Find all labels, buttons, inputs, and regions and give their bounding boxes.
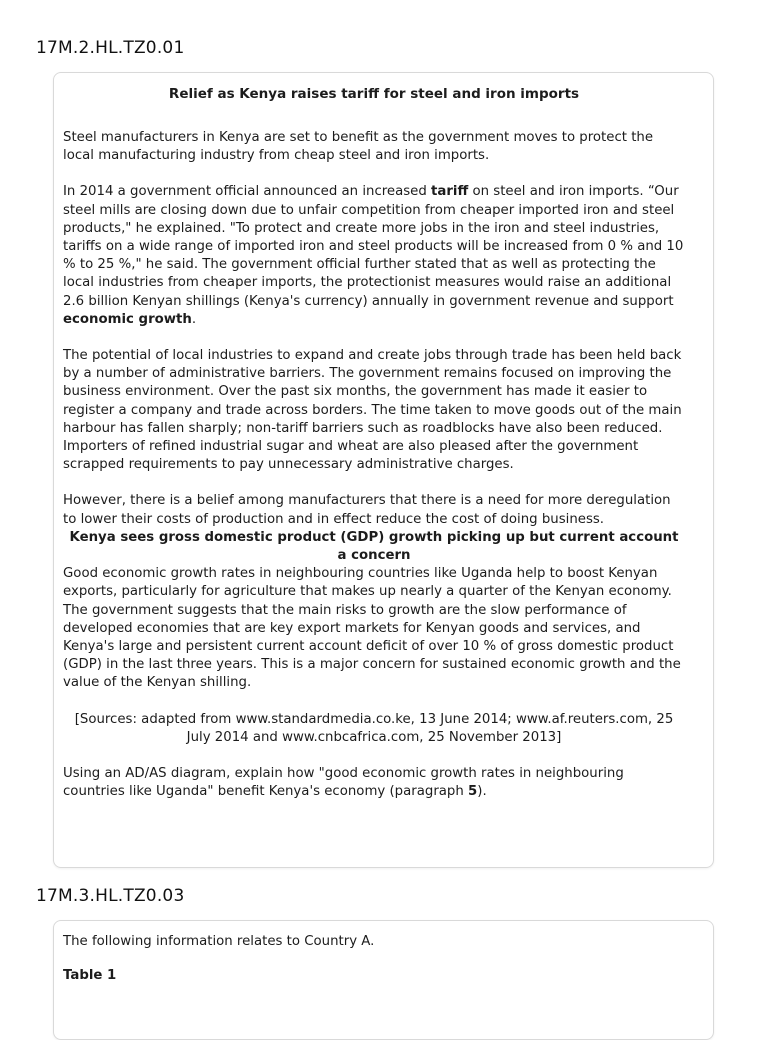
paragraph-4: However, there is a belief among manufacturers that there is a need for more deregulation to lower their costs of production and in effect reduce the cost of doing business. [63,493,671,527]
key-term-economic-growth: economic growth [63,311,192,327]
question-card [53,72,714,868]
question-id: 17M.2.HL.TZ0.01 [36,38,185,58]
question-prompt: Using an AD/AS diagram, explain how "good economic growth rates in neighbouring countries like Uganda" benefit Kenya's economy (paragraph 5). [63,766,624,800]
article-title: Relief as Kenya raises tariff for steel and iron imports [168,86,580,102]
question-id-2: 17M.3.HL.TZ0.03 [36,886,185,906]
sources-citation: [Sources: adapted from www.standardmedia.co.ke, 13 June 2014; www.af.reuters.com, 25 July 2014 and www.cnbcafrica.com, 25 November 2013] [74,711,674,745]
question-card-2 [53,920,714,1040]
paragraph-2: In 2014 a government official announced an increased tariff on steel and iron imports. “Our steel mills are closing down due to unfair competition from cheaper imported iron and steel products," he explained. "To protect and create more jobs in the iron and steel industries, tariffs on a wide range of imported iron and steel products will be increased from 0 % and 10 % to 25 %," he said. The government official further stated that as well as protecting the local industries from cheaper imports, the protectionist measures would raise an additional 2.6 billion Kenyan shillings (Kenya's currency) annually in government revenue and support economic growth. [63,184,684,327]
intro-text: The following information relates to Country A. [63,934,375,949]
key-term-tariff: tariff [431,184,469,200]
paragraph-5: Good economic growth rates in neighbouring countries like Uganda help to boost Kenyan exports, particularly for agriculture that makes up nearly a quarter of the Kenyan economy. The government suggests that the main risks to growth are the slow performance of developed economies that are key export markets for Kenyan goods and services, and Kenya's large and persistent current account deficit of over 10 % of gross domestic product (GDP) in the last three years. This is a major concern for sustained economic growth and the value of the Kenyan shilling. [63,566,681,691]
table-label: Table 1 [63,968,117,984]
paragraph-1: Steel manufacturers in Kenya are set to benefit as the government moves to protect the local manufacturing industry from cheap steel and iron imports. [63,130,654,164]
section-subheading: Kenya sees gross domestic product (GDP) growth picking up but current account a concern [69,529,679,564]
paragraph-3: The potential of local industries to expand and create jobs through trade has been held back by a number of administrative barriers. The government remains focused on improving the business environment. Over the past six months, the government has made it easier to register a company and trade across borders. The time taken to move goods out of the main harbour has fallen sharply; non-tariff barriers such as roadblocks have also been reduced. Importers of refined industrial sugar and wheat are also pleased after the government scrapped requirements to pay unnecessary administrative charges. [63,348,682,473]
paragraph-number: 5 [468,784,478,800]
